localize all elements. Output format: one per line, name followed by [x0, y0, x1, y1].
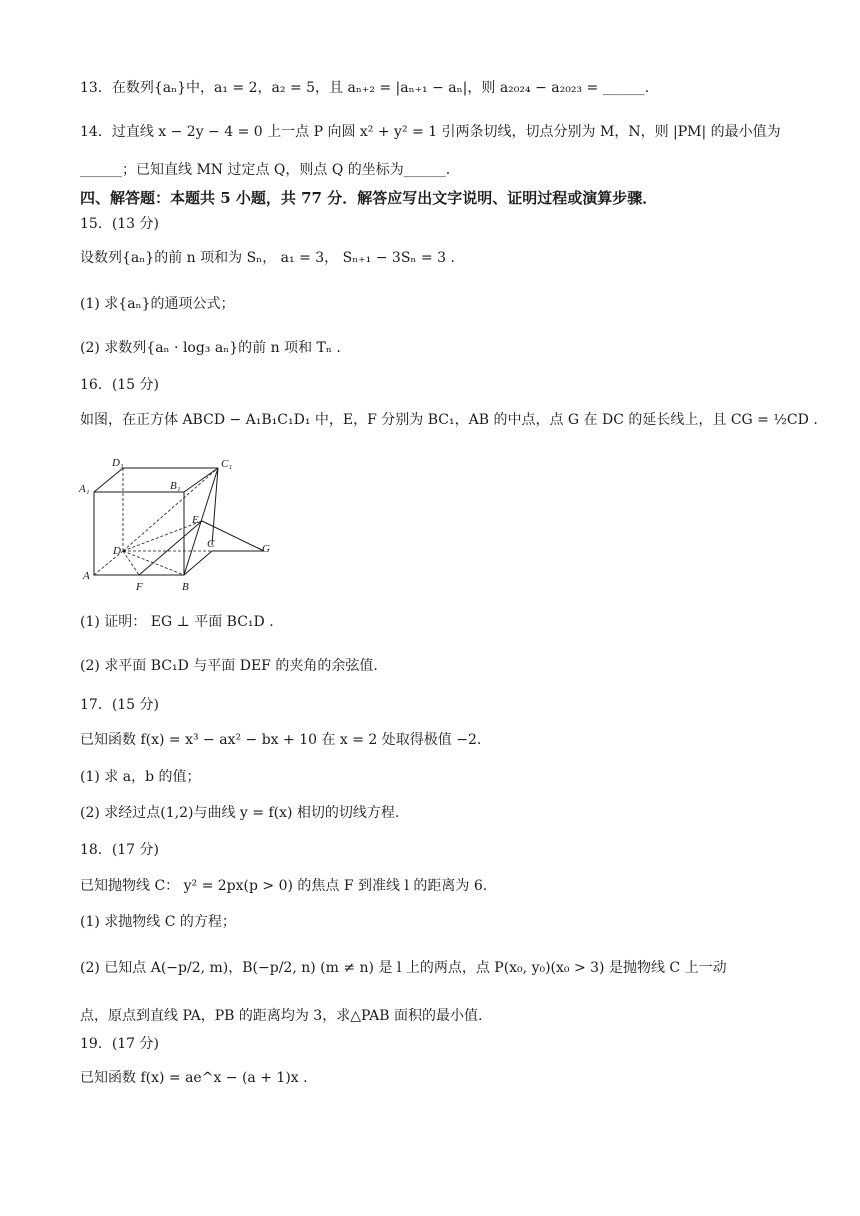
label-d1: D₁: [112, 457, 124, 469]
label-c1: C₁: [221, 458, 233, 470]
label-f: F: [136, 581, 143, 593]
text-line: 已知函数 f(x) = x³ − ax² − bx + 10 在 x = 2 处取得极值 −2.: [80, 732, 482, 748]
text-line: 13．在数列{aₙ}中，a₁ = 2，a₂ = 5，且 aₙ₊₂ = |aₙ₊₁ − aₙ|，则 a₂₀₂₄ − a₂₀₂₃ = ______.: [80, 80, 650, 96]
text-line: 18．(17 分): [80, 842, 160, 858]
text-line: 已知抛物线 C： y² = 2px(p > 0) 的焦点 F 到准线 l 的距离为 6.: [80, 878, 488, 894]
text-line: 设数列{aₙ}的前 n 项和为 Sₙ， a₁ = 3， Sₙ₊₁ − 3Sₙ = 3 .: [80, 250, 455, 266]
label-c: C: [207, 538, 215, 550]
label-d: D: [113, 545, 121, 557]
label-b: B: [182, 581, 189, 593]
text-line: 四、解答题：本题共 5 小题，共 77 分．解答应写出文字说明、证明过程或演算步骤．: [80, 189, 658, 207]
text-line: (1) 求{aₙ}的通项公式；: [80, 296, 235, 312]
text-line: (2) 求经过点(1,2)与曲线 y = f(x) 相切的切线方程.: [80, 805, 400, 821]
label-e: E: [192, 514, 199, 526]
text-line: 19．(17 分): [80, 1036, 160, 1052]
cube-figure: [78, 455, 283, 595]
text-line: (2) 求数列{aₙ · log₃ aₙ}的前 n 项和 Tₙ .: [80, 340, 341, 356]
label-g: G: [262, 543, 270, 555]
text-line: (1) 证明： EG ⊥ 平面 BC₁D .: [80, 614, 274, 630]
text-line: 已知函数 f(x) = ae^x − (a + 1)x .: [80, 1070, 308, 1086]
text-line: 16．(15 分): [80, 377, 160, 393]
text-line: 如图，在正方体 ABCD − A₁B₁C₁D₁ 中，E，F 分别为 BC₁，AB 的中点，点 G 在 DC 的延长线上，且 CG = ½CD .: [80, 412, 818, 428]
text-line: 15．(13 分): [80, 216, 160, 232]
text-line: (2) 求平面 BC₁D 与平面 DEF 的夹角的余弦值.: [80, 658, 378, 674]
text-line: (1) 求 a，b 的值；: [80, 769, 201, 785]
label-a: A: [83, 570, 90, 582]
text-line: (2) 已知点 A(−p/2, m)，B(−p/2, n) (m ≠ n) 是 l 上的两点，点 P(x₀, y₀)(x₀ > 3) 是抛物线 C 上一动: [80, 960, 727, 976]
label-a1: A₁: [79, 483, 90, 495]
text-line: ______；已知直线 MN 过定点 Q，则点 Q 的坐标为______.: [80, 162, 451, 178]
label-b1: B₁: [170, 480, 181, 492]
text-line: 14．过直线 x − 2y − 4 = 0 上一点 P 向圆 x² + y² = 1 引两条切线，切点分别为 M，N，则 |PM| 的最小值为: [80, 124, 781, 140]
text-line: 点，原点到直线 PA，PB 的距离均为 3，求△PAB 面积的最小值.: [80, 1008, 483, 1024]
text-line: (1) 求抛物线 C 的方程；: [80, 914, 236, 930]
text-line: 17．(15 分): [80, 697, 160, 713]
